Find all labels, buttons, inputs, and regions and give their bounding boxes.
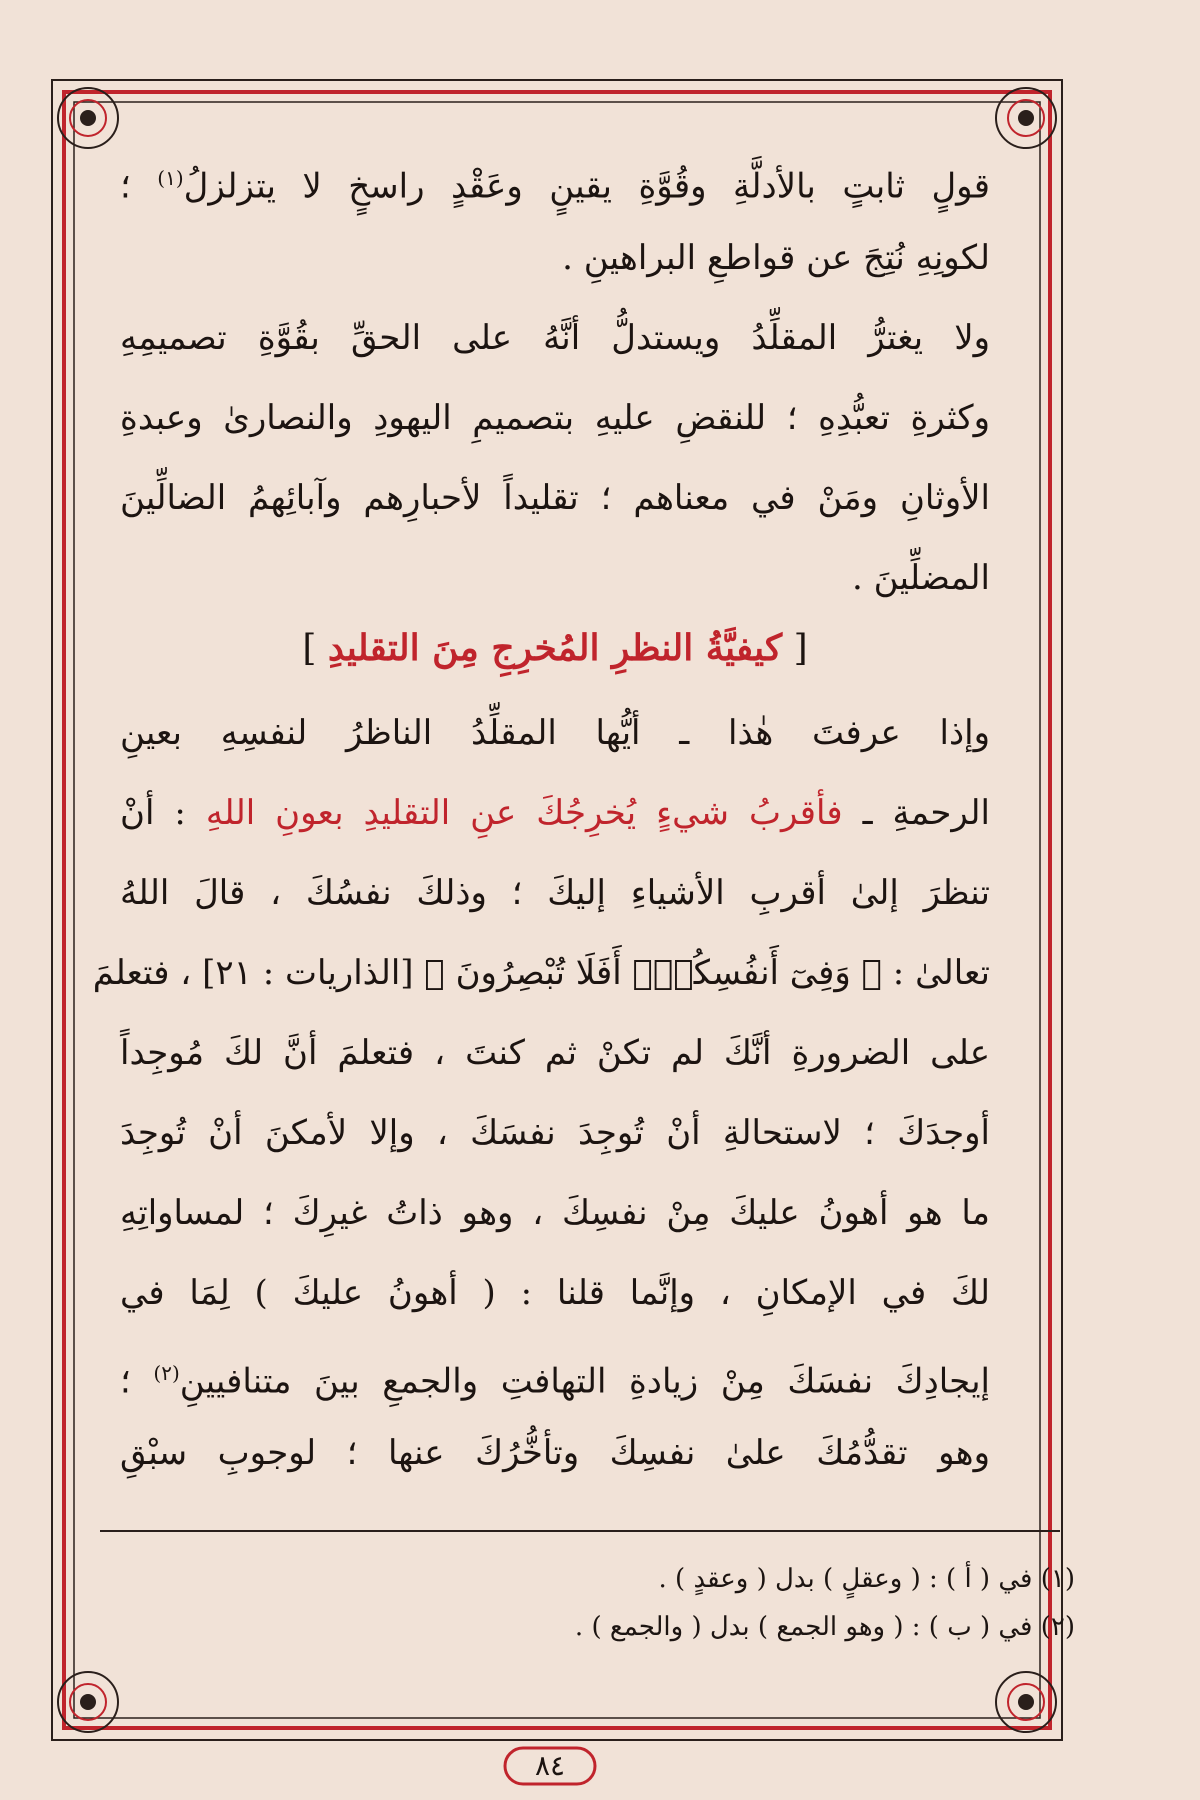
footnote-marker[interactable]: (٢) xyxy=(153,1361,180,1385)
text-line xyxy=(120,1345,990,1409)
text-line xyxy=(120,550,990,606)
text-line xyxy=(120,310,990,366)
footnote-marker[interactable]: (١) xyxy=(157,166,184,190)
highlighted-text: فأقربُ شيءٍ يُخرِجُكَ عنِ التقليدِ بعونِ اللهِ xyxy=(205,793,843,833)
text-line xyxy=(120,1265,990,1321)
text-span: تعالىٰ : ﴿ وَفِىٓ أَنفُسِكُمْۚ أَفَلَا تُبْصِرُونَ ﴾ [الذاريات : ٢١] ، فتعلمَ xyxy=(92,953,990,993)
text-span: المضلِّينَ . xyxy=(852,558,990,598)
page-number: ٨٤ xyxy=(534,1749,566,1782)
text-line xyxy=(120,1185,990,1241)
text-line xyxy=(120,150,990,214)
text-line xyxy=(120,785,990,841)
text-line xyxy=(120,1105,990,1161)
text-line xyxy=(92,945,990,1001)
text-span: : أنْ xyxy=(120,793,206,833)
footnote-number: (٢) xyxy=(1040,1612,1075,1642)
footnote xyxy=(120,1603,1075,1651)
text-span: وكثرةِ تعبُّدِهِ ؛ للنقضِ عليهِ بتصميمِ اليهودِ والنصارىٰ وعبدةِ xyxy=(120,398,990,438)
main-text xyxy=(92,150,990,1510)
text-span: أوجدَكَ ؛ لاستحالةِ أنْ تُوجِدَ نفسَكَ ، وإلا لأمكنَ أنْ تُوجِدَ xyxy=(120,1113,990,1153)
text-span: تنظرَ إلىٰ أقربِ الأشياءِ إليكَ ؛ وذلكَ نفسُكَ ، قالَ اللهُ xyxy=(120,873,990,913)
text-span: على الضرورةِ أنَّكَ لم تكنْ ثم كنتَ ، فتعلمَ أنَّ لكَ مُوجِداً xyxy=(120,1033,990,1073)
text-span: ] xyxy=(302,628,328,669)
text-span: ما هو أهونُ عليكَ مِنْ نفسِكَ ، وهو ذاتُ غيرِكَ ؛ لمساواتِهِ xyxy=(120,1193,990,1233)
corner-ornament-bottom-right xyxy=(996,1672,1056,1732)
text-line xyxy=(120,705,990,761)
text-span: قولٍ ثابتٍ بالأدلَّةِ وقُوَّةِ يقينٍ وعَقْدٍ راسخٍ لا يتزلزلُ xyxy=(183,166,990,207)
text-span: [ xyxy=(782,628,808,669)
text-span: ولا يغترُّ المقلِّدُ ويستدلُّ أنَّهُ على الحقِّ بقُوَّةِ تصميمِهِ xyxy=(120,318,990,358)
footnote xyxy=(120,1555,1075,1603)
text-line xyxy=(120,390,990,446)
text-line xyxy=(120,1025,990,1081)
corner-ornament-bottom-left xyxy=(58,1672,118,1732)
text-span: ؛ xyxy=(120,1361,154,1402)
footnotes xyxy=(120,1555,1075,1651)
footnote-separator xyxy=(100,1530,1060,1532)
text-line xyxy=(120,470,990,526)
text-span: ؛ xyxy=(120,166,158,207)
footnote-text: في ( ب ) : ( وهو الجمع ) بدل ( والجمع ) . xyxy=(574,1612,1041,1642)
text-line xyxy=(120,865,990,921)
text-line xyxy=(120,1425,990,1481)
text-span: إيجادِكَ نفسَكَ مِنْ زيادةِ التهافتِ والجمعِ بينَ متنافيينِ xyxy=(179,1361,990,1402)
text-span: وإذا عرفتَ هٰذا ـ أيُّها المقلِّدُ الناظرُ لنفسِهِ بعينِ xyxy=(120,713,990,753)
footnote-number: (١) xyxy=(1040,1564,1075,1594)
corner-ornament-top-left xyxy=(58,88,118,148)
text-line xyxy=(120,230,990,286)
text-span: الرحمةِ ـ xyxy=(842,793,990,833)
text-span: وهو تقدُّمُكَ علىٰ نفسِكَ وتأخُّرُكَ عنها ؛ لوجوبِ سبْقِ xyxy=(120,1433,990,1473)
section-heading xyxy=(120,620,990,677)
text-span: لكَ في الإمكانِ ، وإنَّما قلنا : ( أهونُ عليكَ ) لِمَا في xyxy=(120,1273,990,1313)
footnote-text: في ( أ ) : ( وعقلٍ ) بدل ( وعقدٍ ) . xyxy=(658,1564,1041,1594)
highlighted-text: كيفيَّةُ النظرِ المُخرِجِ مِنَ التقليدِ xyxy=(327,627,783,669)
text-span: لكونِهِ نُتِجَ عن قواطعِ البراهينِ . xyxy=(562,238,990,278)
corner-ornament-top-right xyxy=(996,88,1056,148)
text-span: الأوثانِ ومَنْ في معناهم ؛ تقليداً لأحبارِهم وآبائِهمُ الضالِّينَ xyxy=(120,478,990,518)
